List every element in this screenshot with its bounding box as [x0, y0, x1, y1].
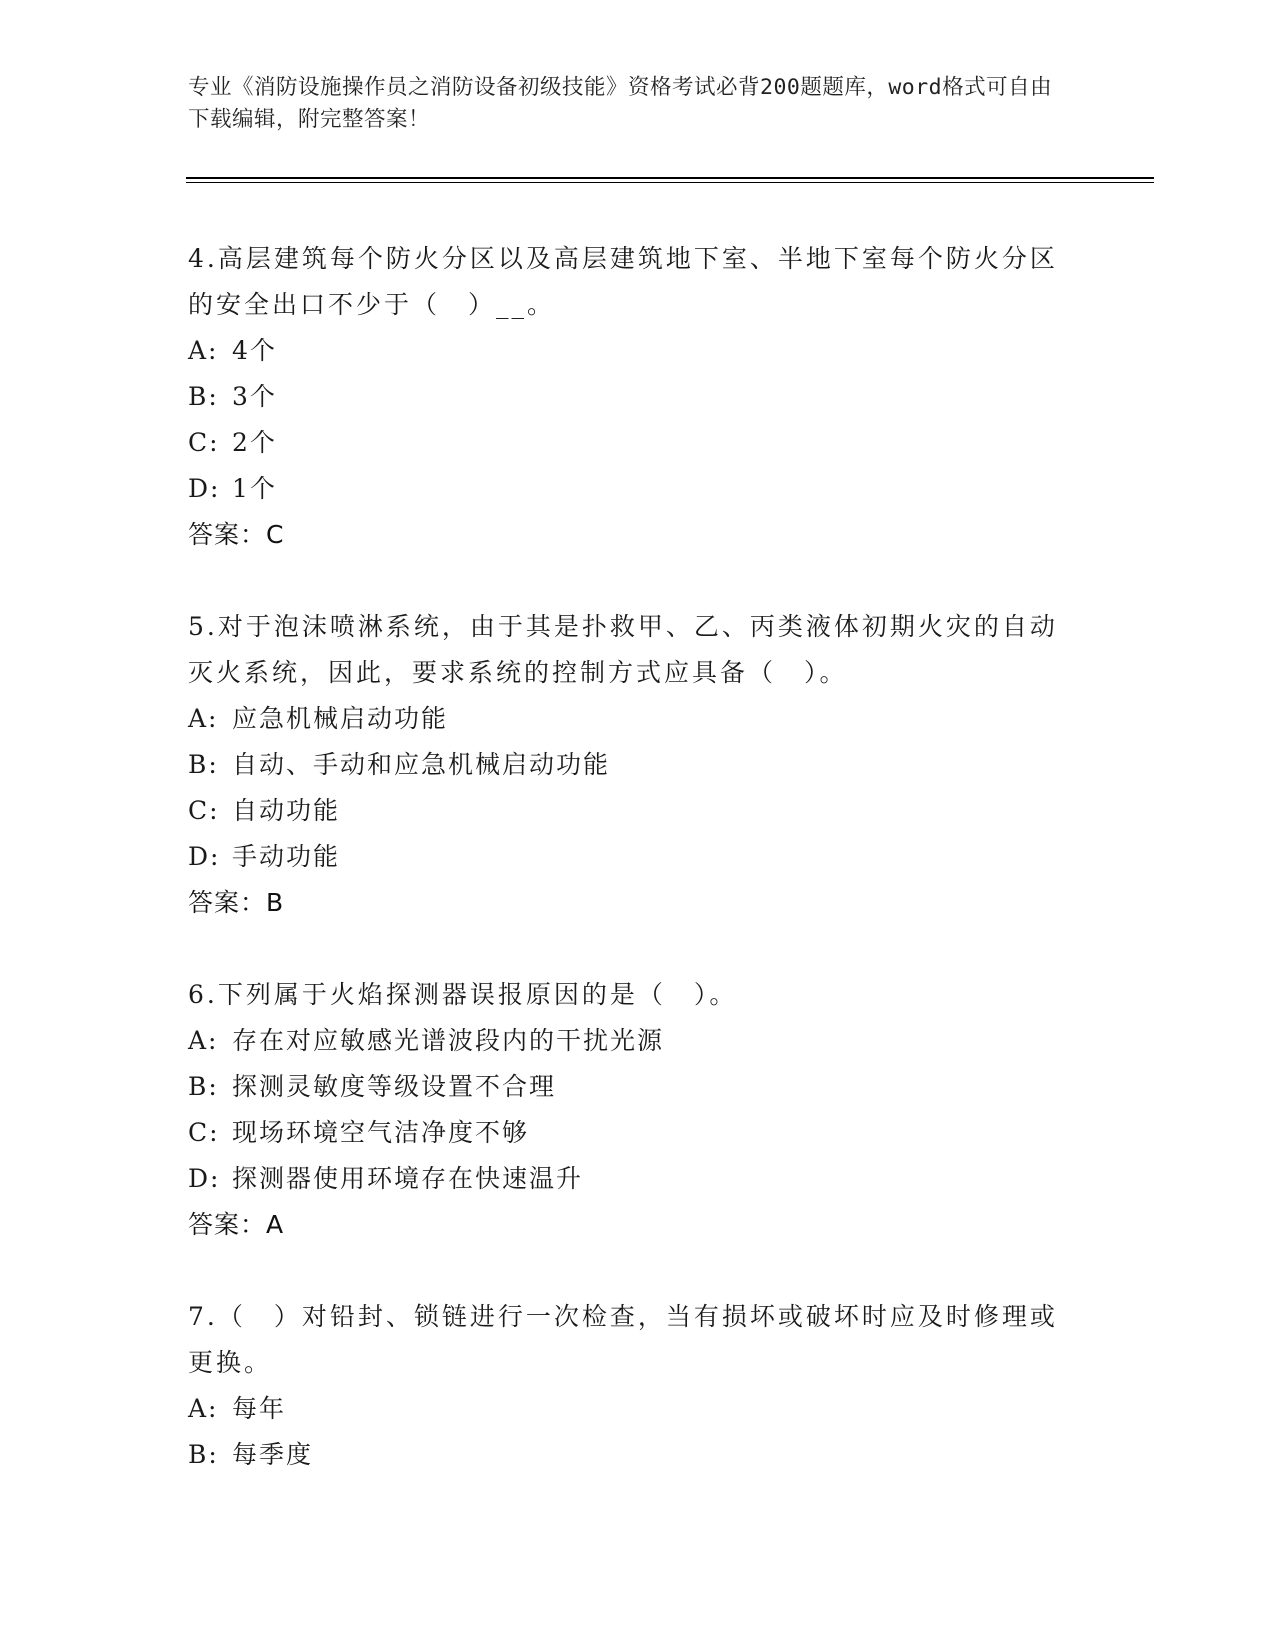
question-number: 4.	[188, 244, 218, 273]
question-stem	[188, 1294, 1068, 1386]
option-text: 每年	[232, 1394, 287, 1423]
question-text: 高层建筑每个防火分区以及高层建筑地下室、半地下室每个防火分区的安全出口不少于（ ）__。	[188, 244, 1058, 319]
question-text: 对于泡沫喷淋系统，由于其是扑救甲、乙、丙类液体初期火灾的自动灭火系统，因此，要求系统的控制方式应具备（ ）。	[188, 612, 1058, 687]
option-text: 探测灵敏度等级设置不合理	[232, 1072, 557, 1101]
question-number: 7.	[188, 1302, 218, 1331]
option-key: A:	[188, 336, 219, 365]
answer-line: 答案：A	[188, 1210, 285, 1239]
question-stem	[188, 236, 1068, 328]
option-text: 3个	[232, 382, 277, 411]
question-number: 5.	[188, 612, 218, 641]
option-d	[188, 1156, 1068, 1202]
option-key: A:	[188, 1394, 219, 1423]
option-key: D:	[188, 1164, 221, 1193]
question-text: 下列属于火焰探测器误报原因的是（ ）。	[217, 980, 738, 1009]
page-header	[188, 72, 1068, 136]
option-key: C:	[188, 796, 220, 825]
option-text: 手动功能	[232, 842, 341, 871]
option-c	[188, 1110, 1068, 1156]
option-b	[188, 1432, 1068, 1478]
option-key: D:	[188, 474, 221, 503]
option-b	[188, 1064, 1068, 1110]
option-key: B:	[188, 382, 219, 411]
question-7	[188, 1294, 1068, 1478]
option-b	[188, 742, 1068, 788]
option-a	[188, 1386, 1068, 1432]
option-c	[188, 788, 1068, 834]
question-stem	[188, 972, 1068, 1018]
question-text: （ ）对铅封、锁链进行一次检查，当有损坏或破坏时应及时修理或更换。	[188, 1302, 1058, 1377]
option-text: 2个	[232, 428, 277, 457]
option-text: 1个	[232, 474, 277, 503]
question-6	[188, 972, 1068, 1248]
option-a	[188, 1018, 1068, 1064]
option-text: 自动、手动和应急机械启动功能	[232, 750, 611, 779]
option-a	[188, 696, 1068, 742]
question-4	[188, 236, 1068, 558]
option-text: 存在对应敏感光谱波段内的干扰光源	[232, 1026, 665, 1055]
option-key: C:	[188, 428, 220, 457]
option-c	[188, 420, 1068, 466]
option-key: B:	[188, 1072, 219, 1101]
question-list	[188, 236, 1068, 1524]
answer-line: 答案：B	[188, 888, 285, 917]
option-text: 每季度	[232, 1440, 314, 1469]
option-text: 探测器使用环境存在快速温升	[232, 1164, 584, 1193]
header-divider	[186, 177, 1154, 183]
option-key: A:	[188, 704, 219, 733]
question-stem	[188, 604, 1068, 696]
option-text: 自动功能	[232, 796, 341, 825]
answer-line: 答案：C	[188, 520, 285, 549]
question-5	[188, 604, 1068, 926]
option-d	[188, 834, 1068, 880]
option-key: B:	[188, 1440, 219, 1469]
option-key: D:	[188, 842, 221, 871]
option-key: A:	[188, 1026, 219, 1055]
option-text: 4个	[232, 336, 277, 365]
header-text: 专业《消防设施操作员之消防设备初级技能》资格考试必背200题题库，word格式可自由下载编辑，附完整答案！	[188, 75, 1053, 132]
question-number: 6.	[188, 980, 218, 1009]
option-key: C:	[188, 1118, 220, 1147]
option-text: 应急机械启动功能	[232, 704, 449, 733]
option-b	[188, 374, 1068, 420]
option-text: 现场环境空气洁净度不够	[232, 1118, 530, 1147]
option-key: B:	[188, 750, 219, 779]
option-d	[188, 466, 1068, 512]
option-a	[188, 328, 1068, 374]
